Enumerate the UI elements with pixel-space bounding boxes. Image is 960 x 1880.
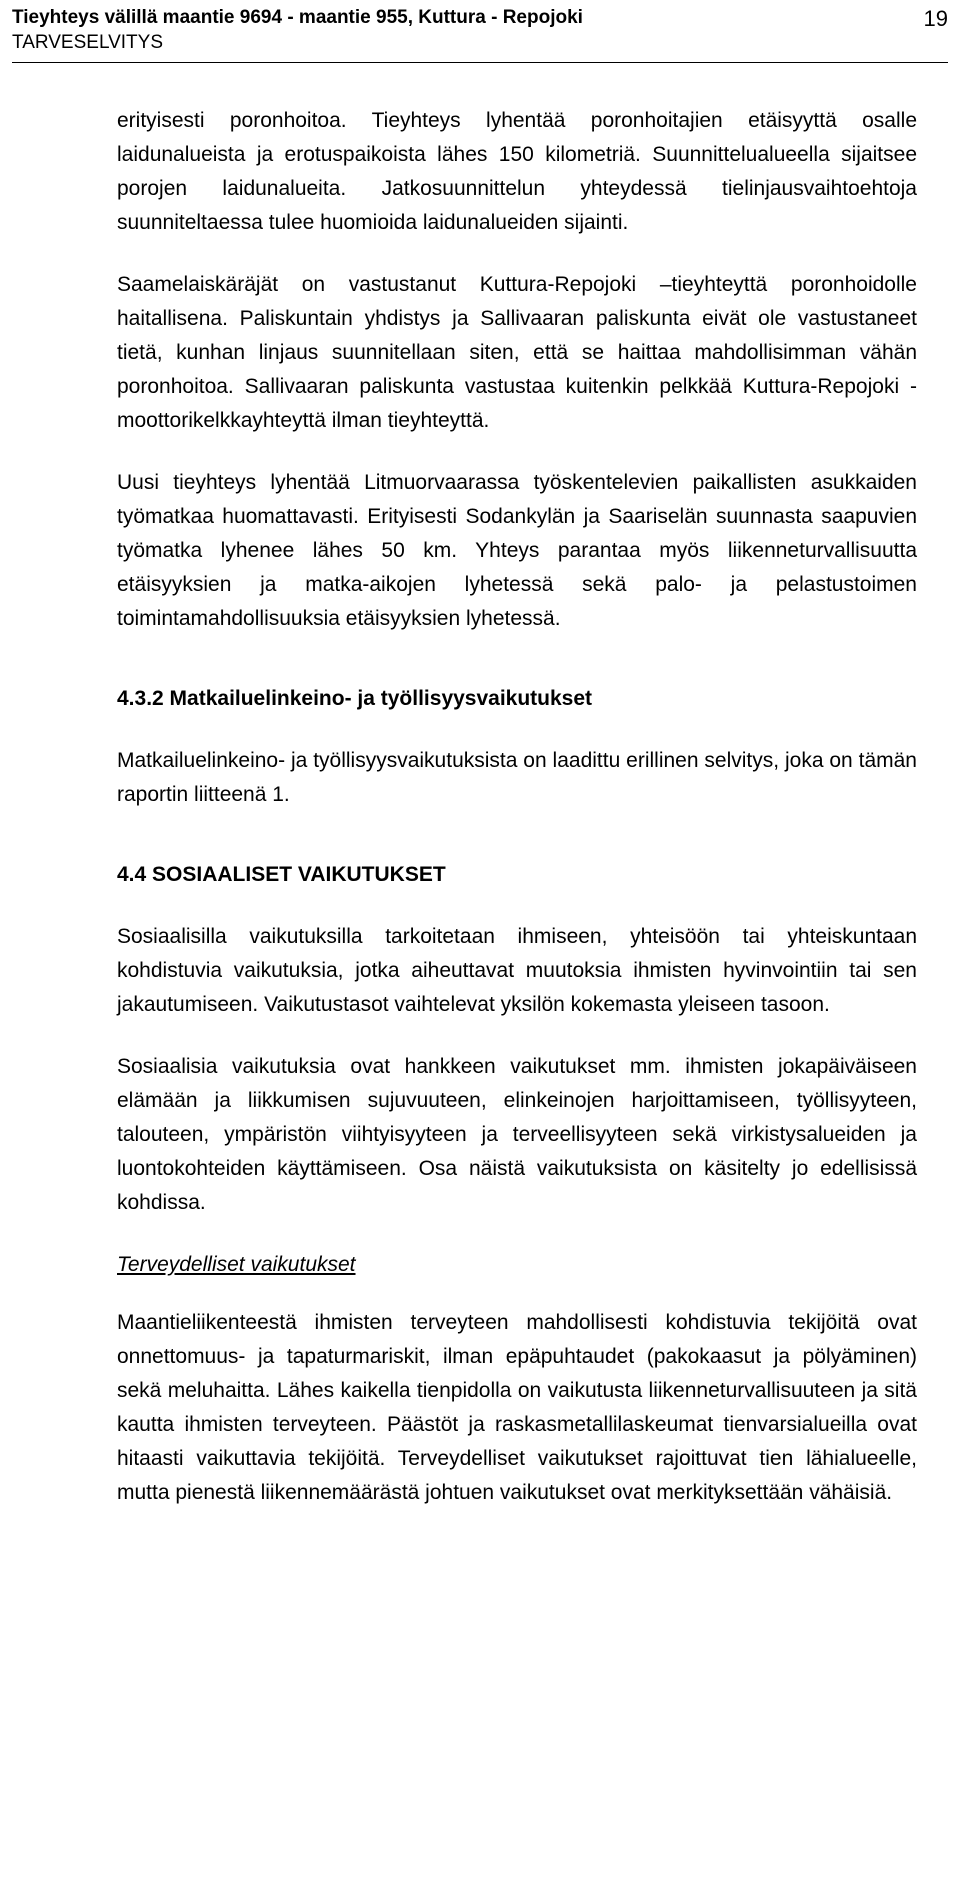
header-subtitle: TARVESELVITYS — [12, 32, 163, 53]
paragraph-sami-parliament: Saamelaiskäräjät on vastustanut Kuttura-Repojoki –tieyhteyttä poronhoidolle haitallisena. Paliskuntain yhdistys ja Sallivaaran paliskunta eivät ole vastustaneet tietä, kunhan linjaus suunnitellaan siten, että se haittaa mahdollisimman vähän poronhoitoa. Sallivaaran paliskunta vastustaa kuitenkin pelkkää Kuttura-Repojoki -moottorikelkkayhteyttä ilman tieyhteyttä. — [117, 273, 917, 432]
paragraph-social-definition: Sosiaalisilla vaikutuksilla tarkoitetaan ihmiseen, yhteisöön tai yhteiskuntaan kohdistuvia vaikutuksia, jotka aiheuttavat muutoksia ihmisten hyvinvointiin tai sen jakautumiseen. Vaikutustasot vaihtelevat yksilön kokemasta yleiseen tasoon. — [117, 925, 917, 1016]
paragraph-reindeer-herding: erityisesti poronhoitoa. Tieyhteys lyhentää poronhoitajien etäisyyttä osalle laidunalueista ja erotuspaikoista lähes 150 kilometriä. Suunnittelualueella sijaitsee porojen laidunalueita. Jatkosuunnittelun yhteydessä tielinjausvaihtoehtoja suunniteltaessa tulee huomioida laidunalueiden sijainti. — [117, 109, 917, 234]
paragraph-commuting: Uusi tieyhteys lyhentää Litmuorvaarassa työskentelevien paikallisten asukkaiden työmatkaa huomattavasti. Erityisesti Sodankylän ja Saariselän suunnasta saapuvien työmatka lyhenee lähes 50 km. Yhteys parantaa myös liikenneturvallisuutta etäisyyksien ja matka-aikojen lyhetessä sekä palo- ja pelastustoimen toimintamahdollisuuksia etäisyyksien lyhetessä. — [117, 471, 917, 630]
header-title: Tieyhteys välillä maantie 9694 - maantie 955, Kuttura - Repojoki — [12, 7, 583, 28]
page-header — [12, 6, 948, 63]
section-heading-social-impacts: 4.4 SOSIAALISET VAIKUTUKSET — [117, 863, 446, 886]
paragraph-social-examples: Sosiaalisia vaikutuksia ovat hankkeen vaikutukset mm. ihmisten jokapäiväiseen elämään ja liikkumisen sujuvuuteen, elinkeinojen harjoittamiseen, työllisyyteen, talouteen, ympäristön viihtyisyyteen ja terveellisyyteen sekä virkistysalueiden ja luontokohteiden käyttämiseen. Osa näistä vaikutuksista on käsitelty jo edellisissä kohdissa. — [117, 1055, 917, 1214]
subheading-health-impacts: Terveydelliset vaikutukset — [117, 1253, 356, 1276]
document-body — [117, 104, 917, 1510]
page-number: 19 — [923, 6, 948, 31]
paragraph-tourism-report: Matkailuelinkeino- ja työllisyysvaikutuksista on laadittu erillinen selvitys, joka on tämän raportin liitteenä 1. — [117, 749, 917, 806]
section-heading-tourism: 4.3.2 Matkailuelinkeino- ja työllisyysvaikutukset — [117, 687, 593, 710]
paragraph-health-impacts: Maantieliikenteestä ihmisten terveyteen mahdollisesti kohdistuvia tekijöitä ovat onnettomuus- ja tapaturmariskit, ilman epäpuhtaudet (pakokaasut ja pölyäminen) sekä meluhaitta. Lähes kaikella tienpidolla on vaikutusta liikenneturvallisuuteen ja sitä kautta ihmisten terveyteen. Päästöt ja raskasmetallilaskeumat tienvarsialueilla ovat hitaasti vaikuttavia tekijöitä. Terveydelliset vaikutukset rajoittuvat tien lähialueelle, mutta pienestä liikennemäärästä johtuen vaikutukset ovat merkityksettään vähäisiä. — [117, 1311, 917, 1504]
